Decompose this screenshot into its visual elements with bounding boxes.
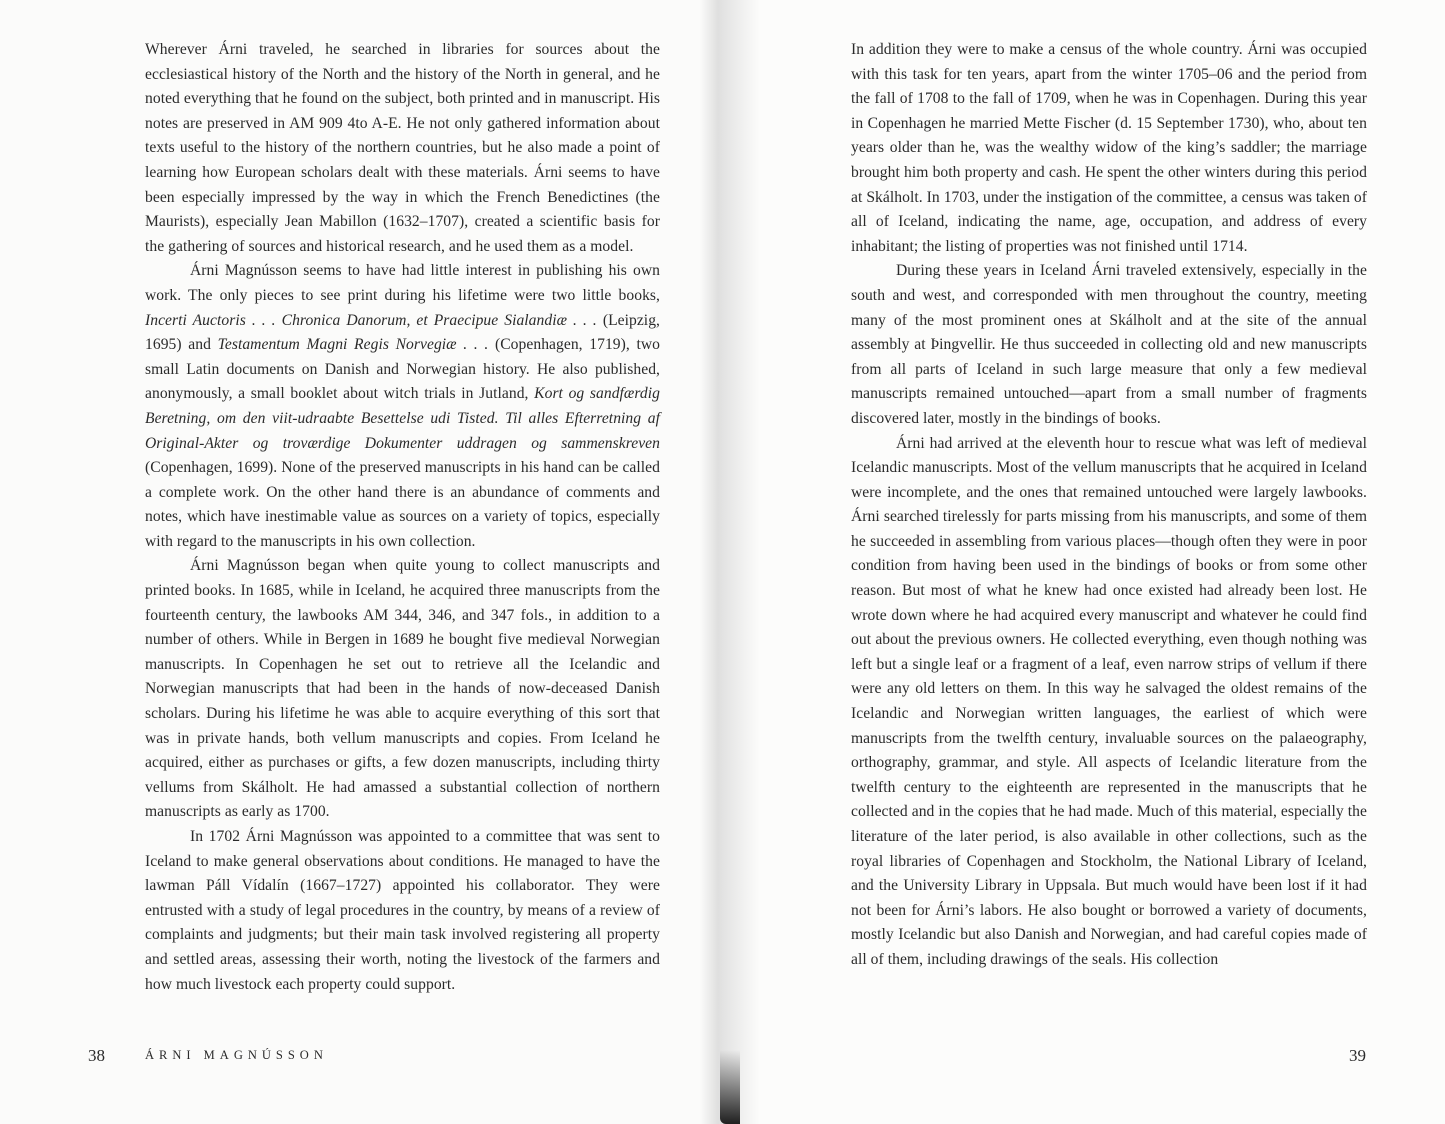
- paragraph-p5: [851, 38, 1367, 259]
- left-page: [0, 0, 722, 1124]
- right-page-text: [851, 38, 1367, 973]
- text-run: Wherever Árni traveled, he searched in libraries for sources about the ecclesiastical history of the North and the history of the North in general, and he noted everything that he found on the subject, both printed and in manuscript. His notes are preserved in AM 909 4to A-E. He not only gathered information about texts useful to the history of the northern countries, but he also made a point of learning how European scholars dealt with these materials. Árni seems to have been especially impressed by the way in which the French Benedictines (the Maurists), especially Jean Mabillon (1632–1707), created a scientific basis for the gathering of sources and historical research, and he used them as a model.: [145, 41, 660, 255]
- text-run: During these years in Iceland Árni traveled extensively, especially in the south and west, and corresponded with men throughout the country, meeting many of the most prominent ones at Skálholt and at the site of the annual assembly at Þingvellir. He thus succeeded in collecting old and new manuscripts from all parts of Iceland in such large measure that only a few medieval manuscripts remained untouched—apart from a small number of fragments discovered later, mostly in the bindings of books.: [851, 262, 1367, 427]
- italic-title: Kort og sandfærdig Beretning, om den viit-udraabte Besettelse udi Tisted. Til alles Efterretning af Original-Akter og troværdige Dokumenter uddragen og sammenskreven: [145, 385, 660, 452]
- text-run: (Leipzig, 1695) and: [145, 311, 660, 354]
- right-page: [722, 0, 1445, 1124]
- text-run: (Copenhagen, 1719), two small Latin documents on Danish and Norwegian history. He also published, anonymously, a small booklet about witch trials in Jutland,: [145, 336, 660, 403]
- text-run: (Copenhagen, 1699). None of the preserved manuscripts in his hand can be called a complete work. On the other hand there is an abundance of comments and notes, which have inestimable value as sources on a variety of topics, especially with regard to the manuscripts in his own collection.: [145, 459, 660, 550]
- italic-title: Testamentum Magni Regis Norvegiæ . . .: [217, 336, 489, 354]
- page-number-left: 38: [88, 1046, 105, 1065]
- text-run: In addition they were to make a census of the whole country. Árni was occupied with this task for ten years, apart from the winter 1705–06 and the period from the fall of 1708 to the fall of 1709, when he was in Copenhagen. During this year in Copenhagen he married Mette Fischer (d. 15 September 1730), who, about ten years older than he, was the wealthy widow of the king’s saddler; the marriage brought him both property and cash. He spent the other winters during this period at Skálholt. In 1703, under the instigation of the committee, a census was taken of all of Iceland, indicating the name, age, occupation, and address of every inhabitant; the listing of properties was not finished until 1714.: [851, 41, 1367, 255]
- running-head: ÁRNI MAGNÚSSON: [145, 1048, 328, 1062]
- paragraph-p6: [851, 259, 1367, 431]
- paragraph-p4: [145, 825, 660, 997]
- text-run: Árni Magnússon seems to have had little interest in publishing his own work. The only pieces to see print during his lifetime were two little books,: [145, 262, 660, 304]
- paragraph-p1: [145, 38, 660, 259]
- text-run: In 1702 Árni Magnússon was appointed to a committee that was sent to Iceland to make general observations about conditions. He managed to have the lawman Páll Vídalín (1667–1727) appointed his collaborator. They were entrusted with a study of legal procedures in the country, by means of a review of complaints and judgments; but their main task involved registering all property and settled areas, assessing their worth, noting the livestock of the farmers and how much livestock each property could support.: [145, 828, 660, 993]
- page-number-right: 39: [1349, 1046, 1366, 1065]
- left-page-text: [145, 38, 660, 997]
- text-run: Árni Magnússon began when quite young to collect manuscripts and printed books. In 1685, while in Iceland, he acquired three manuscripts from the fourteenth century, the lawbooks AM 344, 346, and 347 fols., in addition to a number of others. While in Bergen in 1689 he bought five medieval Norwegian manuscripts. In Copenhagen he set out to retrieve all the Icelandic and Norwegian manuscripts that had been in the hands of now-deceased Danish scholars. During his lifetime he was able to acquire everything of this sort that was in private hands, both vellum manuscripts and copies. From Iceland he acquired, either as purchases or gifts, a few dozen manuscripts, including thirty vellums from Skálholt. He had amassed a substantial collection of northern manuscripts as early as 1700.: [145, 557, 660, 821]
- italic-title: Incerti Auctoris . . . Chronica Danorum, et Praecipue Sialandiæ . . .: [145, 311, 597, 329]
- paragraph-p7: [851, 432, 1367, 973]
- paragraph-p3: [145, 554, 660, 825]
- paragraph-p2: [145, 259, 660, 554]
- text-run: Árni had arrived at the eleventh hour to rescue what was left of medieval Icelandic manuscripts. Most of the vellum manuscripts that he acquired in Iceland were incomplete, and the ones that remained untouched were largely lawbooks. Árni searched tirelessly for parts missing from his manuscripts, and some of them he succeeded in assembling from various places—though often they were in poor condition from having been used in the bindings of books or from some other reason. But most of what he knew had once existed had already been lost. He wrote down where he had acquired every manuscript and whatever he could find out about the previous owners. He collected everything, even though nothing was left but a single leaf or a fragment of a leaf, even narrow strips of vellum if there were any old letters on them. In this way he salvaged the oldest remains of the Icelandic and Norwegian written languages, the earliest of which were manuscripts from the twelfth century, invaluable sources on the palaeography, orthography, grammar, and style. All aspects of Icelandic literature from the twelfth century to the eighteenth are represented in the manuscripts that he collected and in the copies that he had made. Much of this material, especially the literature of the later period, is also available in other collections, such as the royal libraries of Copenhagen and Stockholm, the National Library of Iceland, and the University Library in Uppsala. But much would have been lost if it had not been for Árni’s labors. He also bought or borrowed a variety of documents, mostly Icelandic but also Danish and Norwegian, and had careful copies made of all of them, including drawings of the seals. His collection: [851, 434, 1367, 968]
- gutter-shadow: [720, 1050, 740, 1124]
